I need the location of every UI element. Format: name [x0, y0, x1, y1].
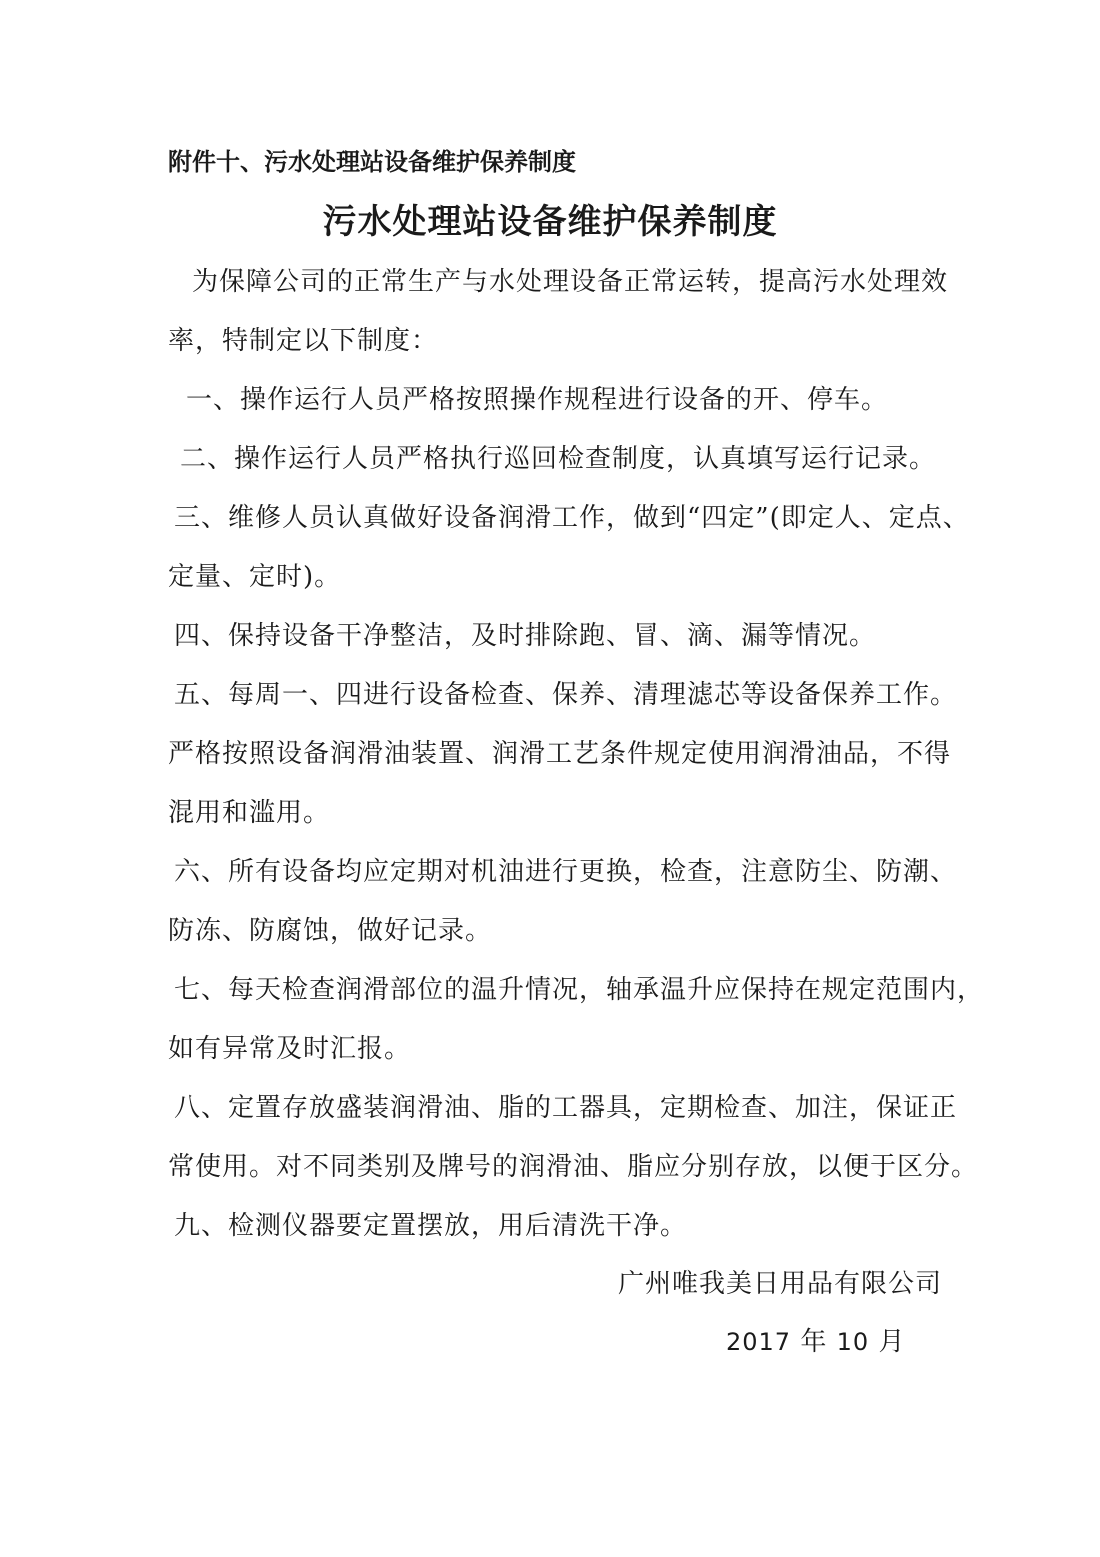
rule-5-line-2: 严格按照设备润滑油装置、润滑工艺条件规定使用润滑油品，不得: [168, 739, 952, 769]
rule-8-line-1: 八、定置存放盛装润滑油、脂的工器具，定期检查、加注，保证正: [174, 1093, 958, 1123]
date-year: 2017: [726, 1328, 792, 1356]
intro-line-1: 为保障公司的正常生产与水处理设备正常运转，提高污水处理效: [192, 267, 949, 297]
date-month-unit: 月: [878, 1327, 906, 1357]
rule-9: 九、检测仪器要定置摆放，用后清洗干净。: [174, 1211, 688, 1241]
rule-3-line-2: 定量、定时)。: [168, 562, 342, 592]
rule-7-line-2: 如有异常及时汇报。: [168, 1034, 412, 1064]
rule-8-line-2: 常使用。对不同类别及牌号的润滑油、脂应分别存放，以便于区分。: [168, 1152, 979, 1182]
attachment-heading: 附件十、污水处理站设备维护保养制度: [168, 148, 576, 176]
document-title: 污水处理站设备维护保养制度: [322, 202, 778, 242]
rule-3-line-1: 三、维修人员认真做好设备润滑工作，做到“四定”(即定人、定点、: [174, 503, 970, 533]
rule-6-line-2: 防冻、防腐蚀，做好记录。: [168, 916, 493, 946]
rule-1: 一、操作运行人员严格按照操作规程进行设备的开、停车。: [186, 385, 889, 415]
document-date: [726, 1326, 905, 1358]
company-name: 广州唯我美日用品有限公司: [618, 1269, 943, 1299]
rule-5-line-1: 五、每周一、四进行设备检查、保养、清理滤芯等设备保养工作。: [174, 680, 958, 710]
rule-4: 四、保持设备干净整洁，及时排除跑、冒、滴、漏等情况。: [174, 621, 877, 651]
intro-line-2: 率，特制定以下制度：: [168, 326, 439, 356]
rule-7-line-1: 七、每天检查润滑部位的温升情况，轴承温升应保持在规定范围内，: [174, 975, 985, 1005]
date-year-unit: 年: [800, 1327, 828, 1357]
rule-6-line-1: 六、所有设备均应定期对机油进行更换，检查，注意防尘、防潮、: [174, 857, 958, 887]
rule-2: 二、操作运行人员严格执行巡回检查制度，认真填写运行记录。: [180, 444, 937, 474]
date-month: 10: [836, 1328, 870, 1356]
rule-5-line-3: 混用和滥用。: [168, 798, 331, 828]
